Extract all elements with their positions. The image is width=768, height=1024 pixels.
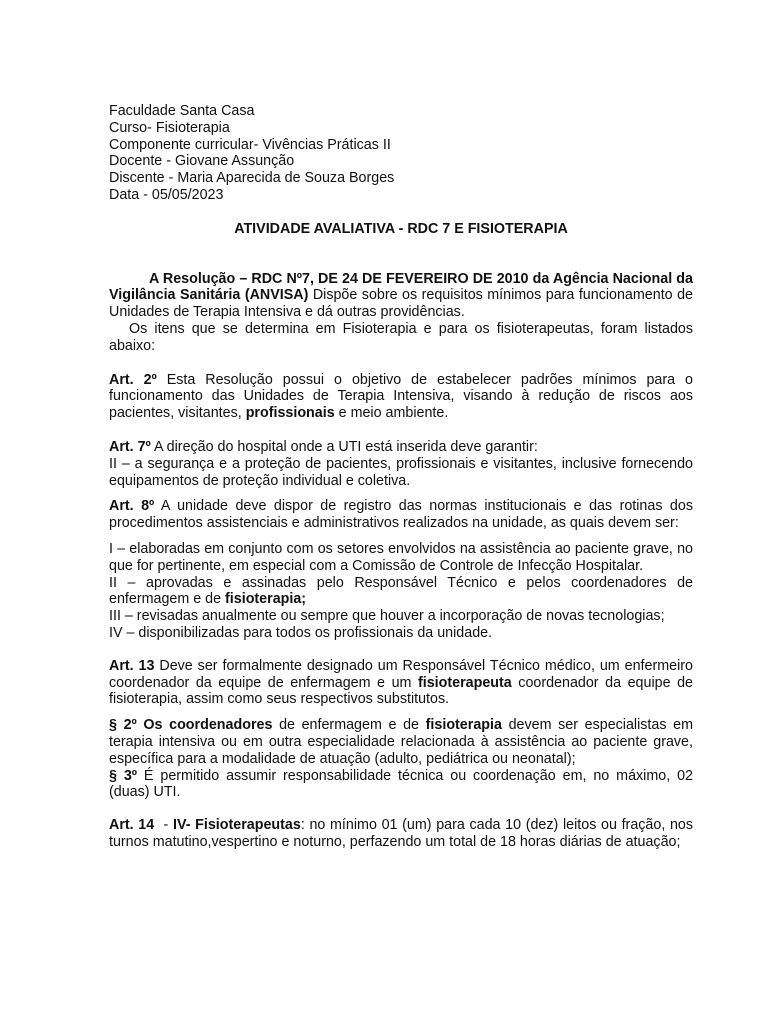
art7-paragraph (109, 439, 693, 456)
intro-rest: Dispõe sobre os requisitos mínimos para funcionamento de Unidades de Terapia Intensiva e dá outras providências. (109, 287, 693, 321)
art13-paragraph (109, 658, 693, 708)
document-title: ATIVIDADE AVALIATIVA - RDC 7 E FISIOTERAPIA (234, 220, 568, 237)
intro-paragraph (109, 271, 693, 321)
art13-bold: fisioterapeuta (417, 674, 512, 691)
intro-bold-lead: A Resolução – RDC Nº7, DE 24 DE FEVEREIRO DE 2010 da Agência Nacional da Vigilância Sanitária (ANVISA) (109, 270, 693, 304)
paragraph-3 (109, 768, 693, 802)
art14-bold: IV- Fisioterapeutas (172, 817, 301, 834)
art2-text1: Esta Resolução possui o objetivo de estabelecer padrões mínimos para o funcionamento das Unidades de Terapia Intensiva, visando à redução de riscos aos pacientes, visitantes, (109, 371, 693, 422)
art8-item2 (109, 575, 693, 609)
art8-label: Art. 8º (109, 498, 155, 515)
art14-sep: - (154, 817, 173, 834)
art14-paragraph (109, 817, 693, 851)
art8-text: A unidade deve dispor de registro das normas institucionais e das rotinas dos procedimentos assistenciais e administrativos realizados na unidade, as quais devem ser: (109, 498, 693, 532)
art7-text: A direção do hospital onde a UTI está inserida deve garantir: (150, 438, 538, 455)
intro-second-paragraph: Os itens que se determina em Fisioterapia e para os fisioterapeutas, foram listados abaixo: (109, 320, 693, 354)
paragraph-2-text1: de enfermagem e de (272, 717, 426, 734)
component-line: Componente curricular- Vivências Práticas II (109, 136, 391, 153)
art8-item4: IV – disponibilizadas para todos os profissionais da unidade. (109, 624, 493, 641)
art13-label: Art. 13 (109, 657, 155, 674)
document-page (109, 103, 693, 851)
art2-bold: profissionais (245, 405, 335, 422)
paragraph-3-label: § 3º (109, 767, 138, 784)
course-line: Curso- Fisioterapia (109, 119, 230, 136)
document-header (109, 103, 693, 204)
art8-item2-bold: fisioterapia; (225, 591, 307, 608)
art2-paragraph (109, 372, 693, 422)
art13-text2: coordenador da equipe de fisioterapia, assim como seus respectivos substitutos. (109, 674, 693, 708)
art8-item2-text: II – aprovadas e assinadas pelo Responsável Técnico e pelos coordenadores de enfermagem e de (109, 574, 693, 608)
art14-text: : no mínimo 01 (um) para cada 10 (dez) leitos ou fração, nos turnos matutino,vespertino e noturno, perfazendo um total de 18 horas diárias de atuação; (109, 817, 694, 850)
paragraph-3-text: É permitido assumir responsabilidade técnica ou coordenação em, no máximo, 02 (duas) UTI. (109, 767, 693, 801)
art7-item2: II – a segurança e a proteção de pacientes, profissionais e visitantes, inclusive fornecendo equipamentos de proteção individual e coletiva. (109, 455, 693, 489)
date-line: Data - 05/05/2023 (109, 186, 224, 203)
art8-item1: I – elaboradas em conjunto com os setores envolvidos na assistência ao paciente grave, no que for pertinente, em especial com a Comissão de Controle de Infecção Hospitalar. (109, 540, 693, 574)
art14-label: Art. 14 (109, 817, 155, 834)
art8-paragraph (109, 498, 693, 532)
art2-label: Art. 2º (109, 371, 157, 388)
art13-text1: Deve ser formalmente designado um Responsável Técnico médico, um enfermeiro coordenador da equipe de enfermagem e um (109, 657, 693, 691)
art7-label: Art. 7º (109, 438, 151, 455)
paragraph-2 (109, 717, 693, 767)
art8-item3: III – revisadas anualmente ou sempre que houver a incorporação de novas tecnologias; (109, 608, 665, 625)
paragraph-2-label: § 2º Os coordenadores (109, 717, 273, 734)
paragraph-2-bold: fisioterapia (425, 717, 502, 734)
teacher-line: Docente - Giovane Assunção (109, 153, 295, 170)
student-line: Discente - Maria Aparecida de Souza Borges (109, 170, 395, 187)
paragraph-2-text2: devem ser especialistas em terapia intensiva ou em outra especialidade relacionada à assistência ao paciente grave, específica para a modalidade de atuação (adulto, pediátrica ou neonatal); (109, 717, 693, 767)
institution-line: Faculdade Santa Casa (109, 103, 255, 119)
art2-text2: e meio ambiente. (334, 405, 449, 422)
